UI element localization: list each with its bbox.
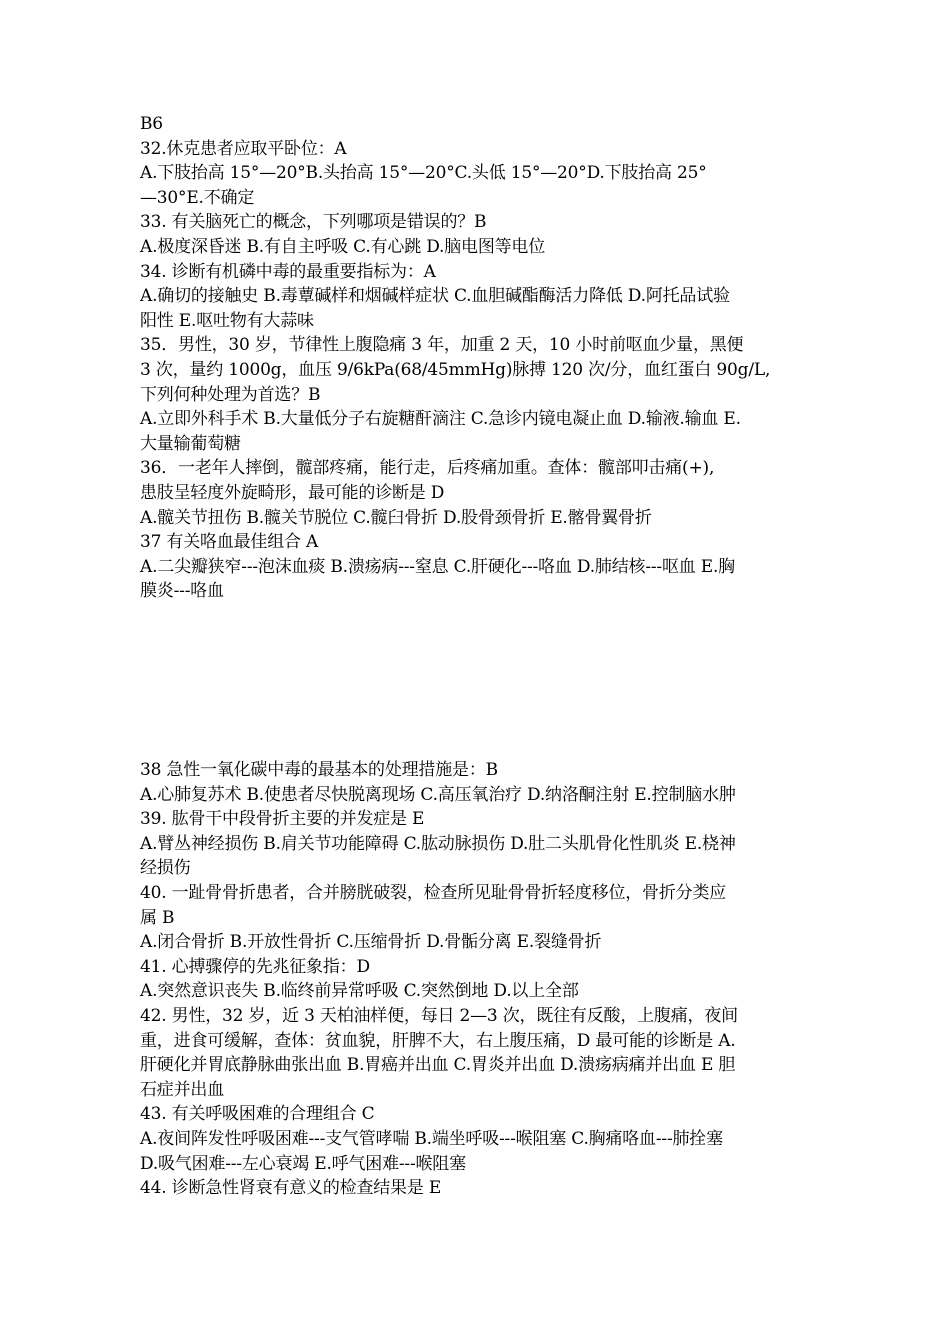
options-43-line-1: A.夜间阵发性呼吸困难---支气管哮喘 B.端坐呼吸---喉阻塞 C.胸痛咯血---肺拴塞 [140,1128,723,1149]
question-42-line-1: 42. 男性，32 岁，近 3 天柏油样便，每日 2—3 次，既往有反酸，上腹痛，夜间 [140,1005,738,1026]
question-44: 44. 诊断急性肾衰有意义的检查结果是 E [140,1178,442,1199]
options-32-line-2: —30°E.不确定 [140,187,255,208]
question-35-line-2: 3 次，量约 1000g，血压 9/6kPa(68/45mmHg)脉搏 120 次/分，血红蛋白 90g/L, [140,359,771,380]
text-block-bottom [140,758,814,1201]
options-36: A.髋关节扭伤 B.髋关节脱位 C.髋臼骨折 D.股骨颈骨折 E.髂骨翼骨折 [140,507,652,528]
options-39-line-1: A.臂丛神经损伤 B.肩关节功能障碍 C.肱动脉损伤 D.肚二头肌骨化性肌炎 E.桡神 [140,833,736,854]
question-38: 38 急性一氧化碳中毒的最基本的处理措施是：B [140,760,498,780]
question-34: 34. 诊断有机磷中毒的最重要指标为：A [140,261,436,282]
question-39: 39. 肱骨干中段骨折主要的并发症是 E [140,809,425,830]
options-37-line-1: A.二尖瓣狭窄---泡沫血痰 B.溃疡病---窒息 C.肝硬化---咯血 D.肺结核---呕血 E.胸 [140,556,735,577]
options-37-line-2: 膜炎---咯血 [140,581,224,602]
question-42-line-4: 石症并出血 [140,1079,224,1100]
question-35-line-3: 下列何种处理为首选？B [140,384,321,405]
question-41: 41. 心搏骤停的先兆征象指：D [140,956,370,977]
question-36-line-1: 36．一老年人摔倒，髋部疼痛，能行走，后疼痛加重。查体：髋部叩击痛(+), [140,458,715,479]
options-38: A.心肺复苏术 B.使患者尽快脱离现场 C.高压氧治疗 D.纳洛酮注射 E.控制脑水肿 [140,784,736,805]
question-35-line-1: 35．男性，30 岁，节律性上腹隐痛 3 年，加重 2 天，10 小时前呕血少量，黑便 [140,335,744,356]
options-41: A.突然意识丧失 B.临终前异常呼吸 C.突然倒地 D.以上全部 [140,981,579,1002]
question-40-line-1: 40. 一趾骨骨折患者，合并膀胱破裂，检查所见耻骨骨折轻度移位，骨折分类应 [140,882,727,903]
text-line: B6 [140,114,163,134]
options-43-line-2: D.吸气困难---左心衰竭 E.呼气困难---喉阻塞 [140,1153,466,1174]
question-32: 32.休克患者应取平卧位：A [140,138,347,159]
question-43: 43. 有关呼吸困难的合理组合 C [140,1104,375,1125]
options-34-line-2: 阳性 E.呕吐物有大蒜味 [140,310,314,331]
question-42-line-2: 重，进食可缓解，查体：贫血貌，肝脾不大，右上腹压痛，D 最可能的诊断是 A. [140,1030,736,1051]
question-40-line-2: 属 B [140,907,175,928]
options-33: A.极度深昏迷 B.有自主呼吸 C.有心跳 D.脑电图等电位 [140,236,546,257]
options-35-line-1: A.立即外科手术 B.大量低分子右旋糖酐滴注 C.急诊内镜电凝止血 D.输液.输血 E. [140,409,741,430]
options-32-line-1: A.下肢抬高 15°—20°B.头抬高 15°—20°C.头低 15°—20°D.下肢抬高 25° [140,163,707,184]
options-39-line-2: 经损伤 [140,858,191,879]
question-42-line-3: 肝硬化并胃底静脉曲张出血 B.胃癌并出血 C.胃炎并出血 D.溃疡病痛并出血 E 胆 [140,1055,736,1076]
options-35-line-2: 大量输葡萄糖 [140,433,241,454]
options-34-line-1: A.确切的接触史 B.毒蕈碱样和烟碱样症状 C.血胆碱酯酶活力降低 D.阿托品试验 [140,286,730,307]
options-40: A.闭合骨折 B.开放性骨折 C.压缩骨折 D.骨骺分离 E.裂缝骨折 [140,932,602,953]
question-37: 37 有关咯血最佳组合 A [140,532,319,553]
question-36-line-2: 患肢呈轻度外旋畸形，最可能的诊断是 D [140,482,445,503]
text-block-top [140,112,814,604]
question-33: 33. 有关脑死亡的概念，下列哪项是错误的？B [140,212,487,233]
